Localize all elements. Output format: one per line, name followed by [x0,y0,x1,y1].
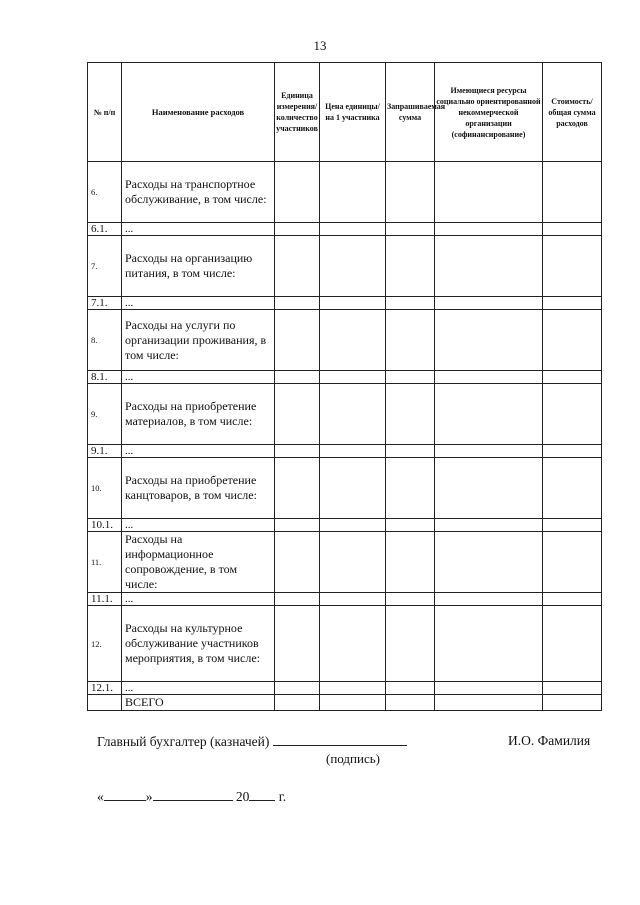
cell-cost[interactable] [543,371,602,384]
header-resources: Имеющиеся ресурсы социально ориентированной некоммерческой организации (софинансирование) [435,63,543,162]
cell-cost[interactable] [543,223,602,236]
cell-unit[interactable] [275,223,320,236]
cell-price[interactable] [320,162,386,223]
signature-caption: (подпись) [326,751,380,766]
expense-table [87,62,602,711]
row-number: 12. [88,606,122,682]
cell-requested[interactable] [386,519,435,532]
cell-cost[interactable] [543,606,602,682]
header-num: № п/п [88,63,122,162]
row-expense-name: ... [122,519,275,532]
cell-requested[interactable] [386,606,435,682]
row-expense-name: ВСЕГО [122,695,275,711]
signatory-name: И.О. Фамилия [508,733,591,748]
cell-unit[interactable] [275,162,320,223]
cell-cost[interactable] [543,532,602,593]
cell-cost[interactable] [543,682,602,695]
cell-price[interactable] [320,371,386,384]
row-expense-name: ... [122,445,275,458]
table-row [88,682,602,695]
cell-unit[interactable] [275,371,320,384]
cell-resources[interactable] [435,162,543,223]
cell-resources[interactable] [435,682,543,695]
cell-unit[interactable] [275,519,320,532]
page-number: 13 [313,38,327,53]
row-number: 10. [88,458,122,519]
cell-requested[interactable] [386,593,435,606]
table-row [88,606,602,682]
table-row [88,223,602,236]
table-row [88,445,602,458]
header-name: Наименование расходов [122,63,275,162]
row-number: 10.1. [88,519,122,532]
cell-unit[interactable] [275,310,320,371]
header-requested: Запрашиваемая сумма [386,63,435,162]
cell-price[interactable] [320,532,386,593]
cell-unit[interactable] [275,236,320,297]
cell-resources[interactable] [435,519,543,532]
cell-price[interactable] [320,445,386,458]
cell-requested[interactable] [386,223,435,236]
cell-requested[interactable] [386,310,435,371]
row-number: 9.1. [88,445,122,458]
cell-resources[interactable] [435,236,543,297]
row-expense-name: ... [122,297,275,310]
cell-unit[interactable] [275,695,320,711]
row-expense-name: ... [122,371,275,384]
cell-unit[interactable] [275,682,320,695]
row-number: 8. [88,310,122,371]
date-century: 20 [235,789,250,804]
row-number: 9. [88,384,122,445]
row-number: 11.1. [88,593,122,606]
cell-requested[interactable] [386,384,435,445]
cell-unit[interactable] [275,445,320,458]
cell-cost[interactable] [543,297,602,310]
table-row [88,384,602,445]
date-day-blank[interactable] [104,788,146,801]
cell-cost[interactable] [543,236,602,297]
table-row [88,310,602,371]
cell-requested[interactable] [386,297,435,310]
row-expense-name: ... [122,682,275,695]
table-body [88,162,602,711]
row-number: 12.1. [88,682,122,695]
cell-requested[interactable] [386,458,435,519]
cell-resources[interactable] [435,606,543,682]
cell-unit[interactable] [275,532,320,593]
cell-cost[interactable] [543,162,602,223]
cell-requested[interactable] [386,445,435,458]
row-expense-name: Расходы на приобретение канцтоваров, в том числе: [122,458,275,519]
cell-price[interactable] [320,223,386,236]
header-price: Цена единицы/ на 1 участника [320,63,386,162]
row-expense-name: Расходы на организацию питания, в том числе: [122,236,275,297]
row-expense-name: Расходы на услуги по организации проживания, в том числе: [122,310,275,371]
header-cost: Стоимость/ общая сумма расходов [543,63,602,162]
cell-price[interactable] [320,695,386,711]
row-expense-name: Расходы на транспортное обслуживание, в том числе: [122,162,275,223]
cell-resources[interactable] [435,297,543,310]
table-row [88,458,602,519]
table-row [88,371,602,384]
table-row [88,297,602,310]
cell-unit[interactable] [275,606,320,682]
row-number: 6.1. [88,223,122,236]
date-open-quote: « [97,789,104,804]
cell-cost[interactable] [543,384,602,445]
row-number [88,695,122,711]
cell-unit[interactable] [275,384,320,445]
header-unit: Единица измерения/ количество участников [275,63,320,162]
row-number: 7.1. [88,297,122,310]
cell-price[interactable] [320,310,386,371]
row-number: 8.1. [88,371,122,384]
table-row [88,593,602,606]
table-header-row [88,63,602,162]
cell-price[interactable] [320,593,386,606]
cell-resources[interactable] [435,593,543,606]
cell-resources[interactable] [435,384,543,445]
row-expense-name: Расходы на приобретение материалов, в том числе: [122,384,275,445]
row-number: 6. [88,162,122,223]
table-row [88,236,602,297]
cell-unit[interactable] [275,297,320,310]
cell-resources[interactable] [435,458,543,519]
cell-requested[interactable] [386,162,435,223]
cell-price[interactable] [320,384,386,445]
row-expense-name: ... [122,593,275,606]
cell-requested[interactable] [386,532,435,593]
cell-requested[interactable] [386,371,435,384]
cell-unit[interactable] [275,458,320,519]
row-number: 11. [88,532,122,593]
signature-blank[interactable] [273,733,407,746]
date-year-blank[interactable] [249,788,275,801]
cell-cost[interactable] [543,445,602,458]
cell-price[interactable] [320,297,386,310]
cell-price[interactable] [320,519,386,532]
date-close-quote: » [145,789,153,804]
table-row [88,162,602,223]
cell-price[interactable] [320,458,386,519]
date-suffix: г. [278,789,287,804]
cell-resources[interactable] [435,371,543,384]
table-row [88,695,602,711]
cell-cost[interactable] [543,458,602,519]
row-expense-name: Расходы на культурное обслуживание участников мероприятия, в том числе: [122,606,275,682]
signature-line [97,733,407,750]
cell-resources[interactable] [435,532,543,593]
cell-requested[interactable] [386,682,435,695]
cell-unit[interactable] [275,593,320,606]
cell-resources[interactable] [435,223,543,236]
cell-resources[interactable] [435,695,543,711]
cell-price[interactable] [320,682,386,695]
table-row [88,532,602,593]
cell-resources[interactable] [435,310,543,371]
cell-requested[interactable] [386,236,435,297]
cell-cost[interactable] [543,519,602,532]
row-expense-name: Расходы на информационное сопровождение, в том числе: [122,532,275,593]
cell-cost[interactable] [543,695,602,711]
cell-requested[interactable] [386,695,435,711]
table-row [88,519,602,532]
row-expense-name: ... [122,223,275,236]
date-month-blank[interactable] [153,788,233,801]
row-number: 7. [88,236,122,297]
date-line [97,788,286,805]
cell-cost[interactable] [543,593,602,606]
cell-cost[interactable] [543,310,602,371]
cell-price[interactable] [320,606,386,682]
cell-price[interactable] [320,236,386,297]
signature-role: Главный бухгалтер (казначей) [97,734,270,749]
cell-resources[interactable] [435,445,543,458]
